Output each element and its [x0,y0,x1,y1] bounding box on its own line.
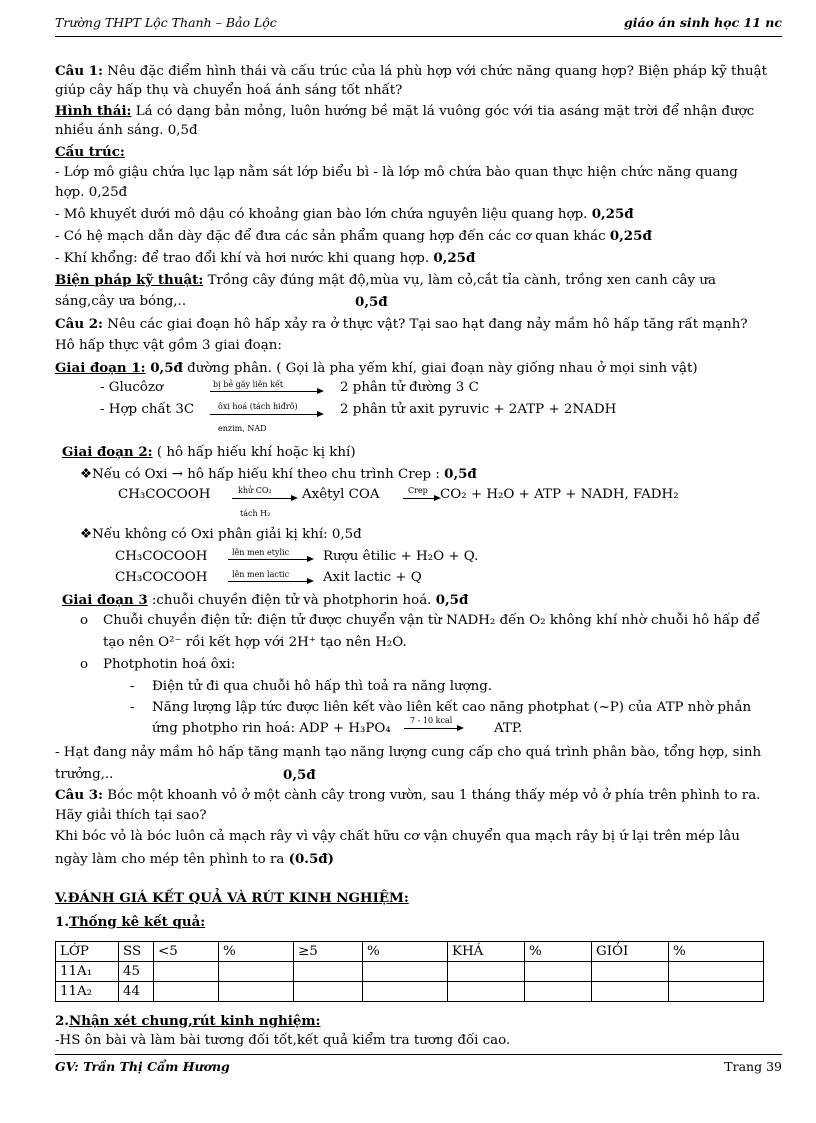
gd1-r2-arrow [210,414,322,415]
table-header-row [56,942,764,962]
gd2-oxi-text: Nếu có Oxi [92,467,172,482]
q1-title: Câu 1: [55,63,103,79]
gd2-eq2-arrow [228,559,312,560]
gd2-eq2-arrow-label: lên men etylic [232,548,290,557]
q3-text-a: Bóc một khoanh vỏ ở một cành cây trong vườn, sau 1 tháng thấy mép vỏ ở phía trên phình to ra. [103,788,761,803]
bienphap-text-a: Trồng cây đúng mật độ,mùa vụ, làm cỏ,cắt tỉa cành, trồng xen canh cây ưa [203,273,716,288]
gd2-eq1-arrow1-top: khử CO₂ [238,486,272,495]
cautruc-item3-score: 0,25đ [609,228,652,244]
gd2-eq1-arrow2-label: Crep [408,486,428,495]
hat-score: 0,5đ [283,767,316,783]
table-cell-ss: 44 [119,982,154,1002]
table-cell [592,982,669,1002]
table-header-cell: <5 [154,942,219,962]
table-cell [669,962,764,982]
table-header-cell: GIỎI [592,942,669,962]
q3-question-line2: Hãy giải thích tại sao? [55,808,207,823]
hinhthai-text-a: Lá có dạng bản mỏng, luôn hướng bề mặt lá vuông góc với tia asáng mặt trời để nhận được [131,104,755,119]
gd2-kk-text: Nếu không có Oxi phân giải kị khí: 0,5đ [92,527,362,542]
table-header-cell: % [669,942,764,962]
gd2-eq3-right: Axit lactic + Q [323,570,422,585]
gd3-o2: Photphotin hoá ôxi: [103,657,236,672]
gd3-d1: Điện tử đi qua chuỗi hô hấp thì toả ra năng lượng. [152,679,493,694]
table-row [56,982,764,1002]
table-cell [525,962,592,982]
table-cell [294,962,363,982]
q2-question-line2: Hô hấp thực vật gồm 3 giai đoạn: [55,338,282,353]
cautruc-item3-text: - Có hệ mạch dẫn dày đặc để đưa các sản phẩm quang hợp đến các cơ quan khác [55,229,610,244]
table-header-cell: KHÁ [448,942,525,962]
table-cell [525,982,592,1002]
gd3-text: :chuỗi chuyền điện tử và photphorin hoá. [147,593,436,608]
hinhthai-label: Hình thái: [55,103,132,119]
q3-question-line1 [55,785,760,806]
gd2-kk-line [80,527,362,542]
gd1-r1-arrow [210,391,322,392]
gd3-line [62,592,468,608]
table-cell-class: 11A₂ [56,982,119,1002]
sub2-title: Nhận xét chung,rút kinh nghiệm: [68,1013,321,1029]
gd3-o1-line2: tạo nên O²⁻ rồi kết hợp với 2H⁺ tạo nên H₂O. [103,635,407,650]
bienphap-line2: sáng,cây ưa bóng,.. [55,294,187,309]
table-cell [154,962,219,982]
gd2-text: ( hô hấp hiếu khí hoặc kị khí) [152,445,356,460]
header-school: Trường THPT Lộc Thanh – Bảo Lộc [55,15,277,30]
cautruc-item4 [55,248,475,269]
gd1-r2-arrow-top: ôxi hoá (tách hiđrô) [218,402,298,411]
gd3-d2-line1: Năng lượng lập tức được liên kết vào liên kết cao năng photphat (~P) của ATP nhờ phản [152,700,752,715]
table-cell-ss: 45 [119,962,154,982]
gd1-r2-left: - Hợp chất 3C [100,402,195,417]
gd3-bullet1: o [80,613,89,628]
section5-sub2-text: -HS ôn bài và làm bài tương đối tốt,kết quả kiểm tra tương đối cao. [55,1033,511,1048]
table-header-cell: SS [119,942,154,962]
gd1-score: 0,5đ [145,360,183,376]
gd3-d2-line2: ứng photpho rin hoá: ADP + H₃PO₄ [152,721,391,736]
gd1-r1-arrow-label: bị bẻ gãy liên kết [213,380,284,389]
gd2-eq1-arrow1-bottom: tách H₂ [240,509,271,518]
table-cell [592,962,669,982]
q3-title: Câu 3: [55,787,103,803]
gd3-d2-arrow [404,728,462,729]
q1-question-line2: giúp cây hấp thụ và chuyển hoá ánh sáng tốt nhất? [55,83,403,98]
gd2-oxi-score: 0,5đ [444,466,477,482]
q3-answer-line2 [55,849,334,870]
section5-sub2 [55,1011,320,1031]
table-header-cell: % [525,942,592,962]
table-cell [669,982,764,1002]
q2-title: Câu 2: [55,316,103,332]
table-header-cell: ≥5 [294,942,363,962]
gd2-oxi-text-b: hô hấp hiếu khí theo chu trình Crep : [182,467,445,482]
q1-hinhthai-line2: nhiều ánh sáng. 0,5đ [55,123,198,138]
gd2-eq3-arrow-label: lên men lactic [232,570,290,579]
cautruc-label: Cấu trúc: [55,144,125,160]
q1-hinhthai-line1 [55,101,754,122]
cautruc-item4-score: 0,25đ [433,250,476,266]
gd2-eq2-right: Rượu êtilic + H₂O + Q. [323,549,479,564]
diamond-bullet-icon: ❖ [80,527,93,542]
cautruc-item1-a: - Lớp mô giậu chứa lục lạp nằm sát lớp biểu bì - là lớp mô chứa bào quan thực hiện chức năng quang [55,165,738,180]
q3-answer-text-b: ngày làm cho mép tên phình to ra [55,852,289,867]
table-cell [448,982,525,1002]
right-arrow-icon: → [171,467,183,482]
gd2-oxi-line [80,466,477,482]
q2-text-a: Nêu các giai đoạn hô hấp xảy ra ở thực vật? Tại sao hạt đang nảy mầm hô hấp tăng rất mạnh? [103,317,748,332]
results-table [55,941,764,1002]
gd2-eq1-arrow1 [232,498,296,499]
gd2-line [62,444,356,460]
table-cell [219,982,294,1002]
table-cell [363,982,448,1002]
gd3-label: Giai đoạn 3 [62,592,148,608]
footer-rule [55,1054,782,1055]
gd1-r2-right: 2 phân tử axit pyruvic + 2ATP + 2NADH [340,402,617,417]
table-header-cell: LỚP [56,942,119,962]
table-cell [294,982,363,1002]
cautruc-item2-score: 0,25đ [591,206,634,222]
table-cell [154,982,219,1002]
gd1-r1-right: 2 phân tử đường 3 C [340,380,479,395]
gd2-eq1-mid: Axêtyl COA [302,487,380,502]
diamond-bullet-icon: ❖ [80,467,93,482]
hat-line2: trưởng,.. [55,767,114,782]
header-subject: giáo án sinh học 11 nc [624,15,782,30]
gd3-score: 0,5đ [435,592,469,608]
table-row [56,962,764,982]
gd1-text: đường phân. ( Gọi là pha yếm khí, giai đoạn này giống nhau ở mọi sinh vật) [182,361,698,376]
footer-page-number: Trang 39 [724,1059,782,1074]
header-rule [55,36,782,37]
gd1-line [55,358,698,379]
gd3-dash2: - [130,700,135,715]
bienphap-score: 0,5đ [355,294,388,310]
gd3-o1-line1: Chuỗi chuyền điện tử: điện tử được chuyển vận từ NADH₂ đến O₂ không khí nhờ chuỗi hô hấp để [103,613,760,628]
q1-text-a: Nêu đặc điểm hình thái và cấu trúc của lá phù hợp với chức năng quang hợp? Biện pháp kỹ thuật [103,64,768,79]
gd3-d2-arrow-label: 7 - 10 kcal [410,716,453,725]
cautruc-item4-text: - Khí khổng: để trao đổi khí và hơi nước khi quang hợp. [55,251,434,266]
gd3-d2-atp: ATP. [494,721,523,736]
gd2-eq1-left: CH₃COCOOH [118,487,211,502]
q1-question-line1 [55,61,767,82]
hat-line1: - Hạt đang nảy mầm hô hấp tăng mạnh tạo năng lượng cung cấp cho quá trình phân bào, tổng hợp, sinh [55,745,762,760]
bienphap-line1 [55,270,716,291]
cautruc-item2-text: - Mô khuyết dưới mô dậu có khoảng gian bào lớn chứa nguyên liệu quang hợp. [55,207,592,222]
section5-sub1 [55,912,205,932]
table-cell [363,962,448,982]
table-cell-class: 11A₁ [56,962,119,982]
bienphap-label: Biện pháp kỹ thuật: [55,272,204,288]
q3-answer-score: (0.5đ) [288,851,334,867]
gd2-eq1-right: CO₂ + H₂O + ATP + NADH, FADH₂ [440,487,679,502]
table-header-cell: % [363,942,448,962]
gd2-eq3-arrow [228,581,312,582]
table-cell [219,962,294,982]
sub2-number: 2. [55,1013,69,1029]
gd1-label: Giai đoạn 1: [55,360,146,376]
gd3-dash1: - [130,679,135,694]
gd2-eq3-left: CH₃COCOOH [115,570,208,585]
gd1-r2-arrow-bottom: enzim, NAD [218,424,267,433]
footer-teacher: GV: Trần Thị Cẩm Hương [55,1059,230,1074]
table-header-cell: % [219,942,294,962]
sub1-title: Thống kê kết quả: [68,914,206,930]
gd2-label: Giai đoạn 2: [62,444,153,460]
gd2-eq1-arrow2 [403,498,439,499]
section5-title: V.ĐÁNH GIÁ KẾT QUẢ VÀ RÚT KINH NGHIỆM: [55,890,409,906]
cautruc-item1-b: hợp. 0,25đ [55,185,128,200]
gd1-r1-left: - Glucôzơ [100,380,164,395]
q2-question-line1 [55,314,748,335]
gd3-bullet2: o [80,657,89,672]
gd2-eq2-left: CH₃COCOOH [115,549,208,564]
sub1-number: 1. [55,914,69,930]
cautruc-item2 [55,204,634,225]
cautruc-item3 [55,226,652,247]
table-cell [448,962,525,982]
q3-answer-line1: Khi bóc vỏ là bóc luôn cả mạch rây vì vậy chất hữu cơ vận chuyển qua mạch rây bị ứ lại trên mép lâu [55,829,740,844]
